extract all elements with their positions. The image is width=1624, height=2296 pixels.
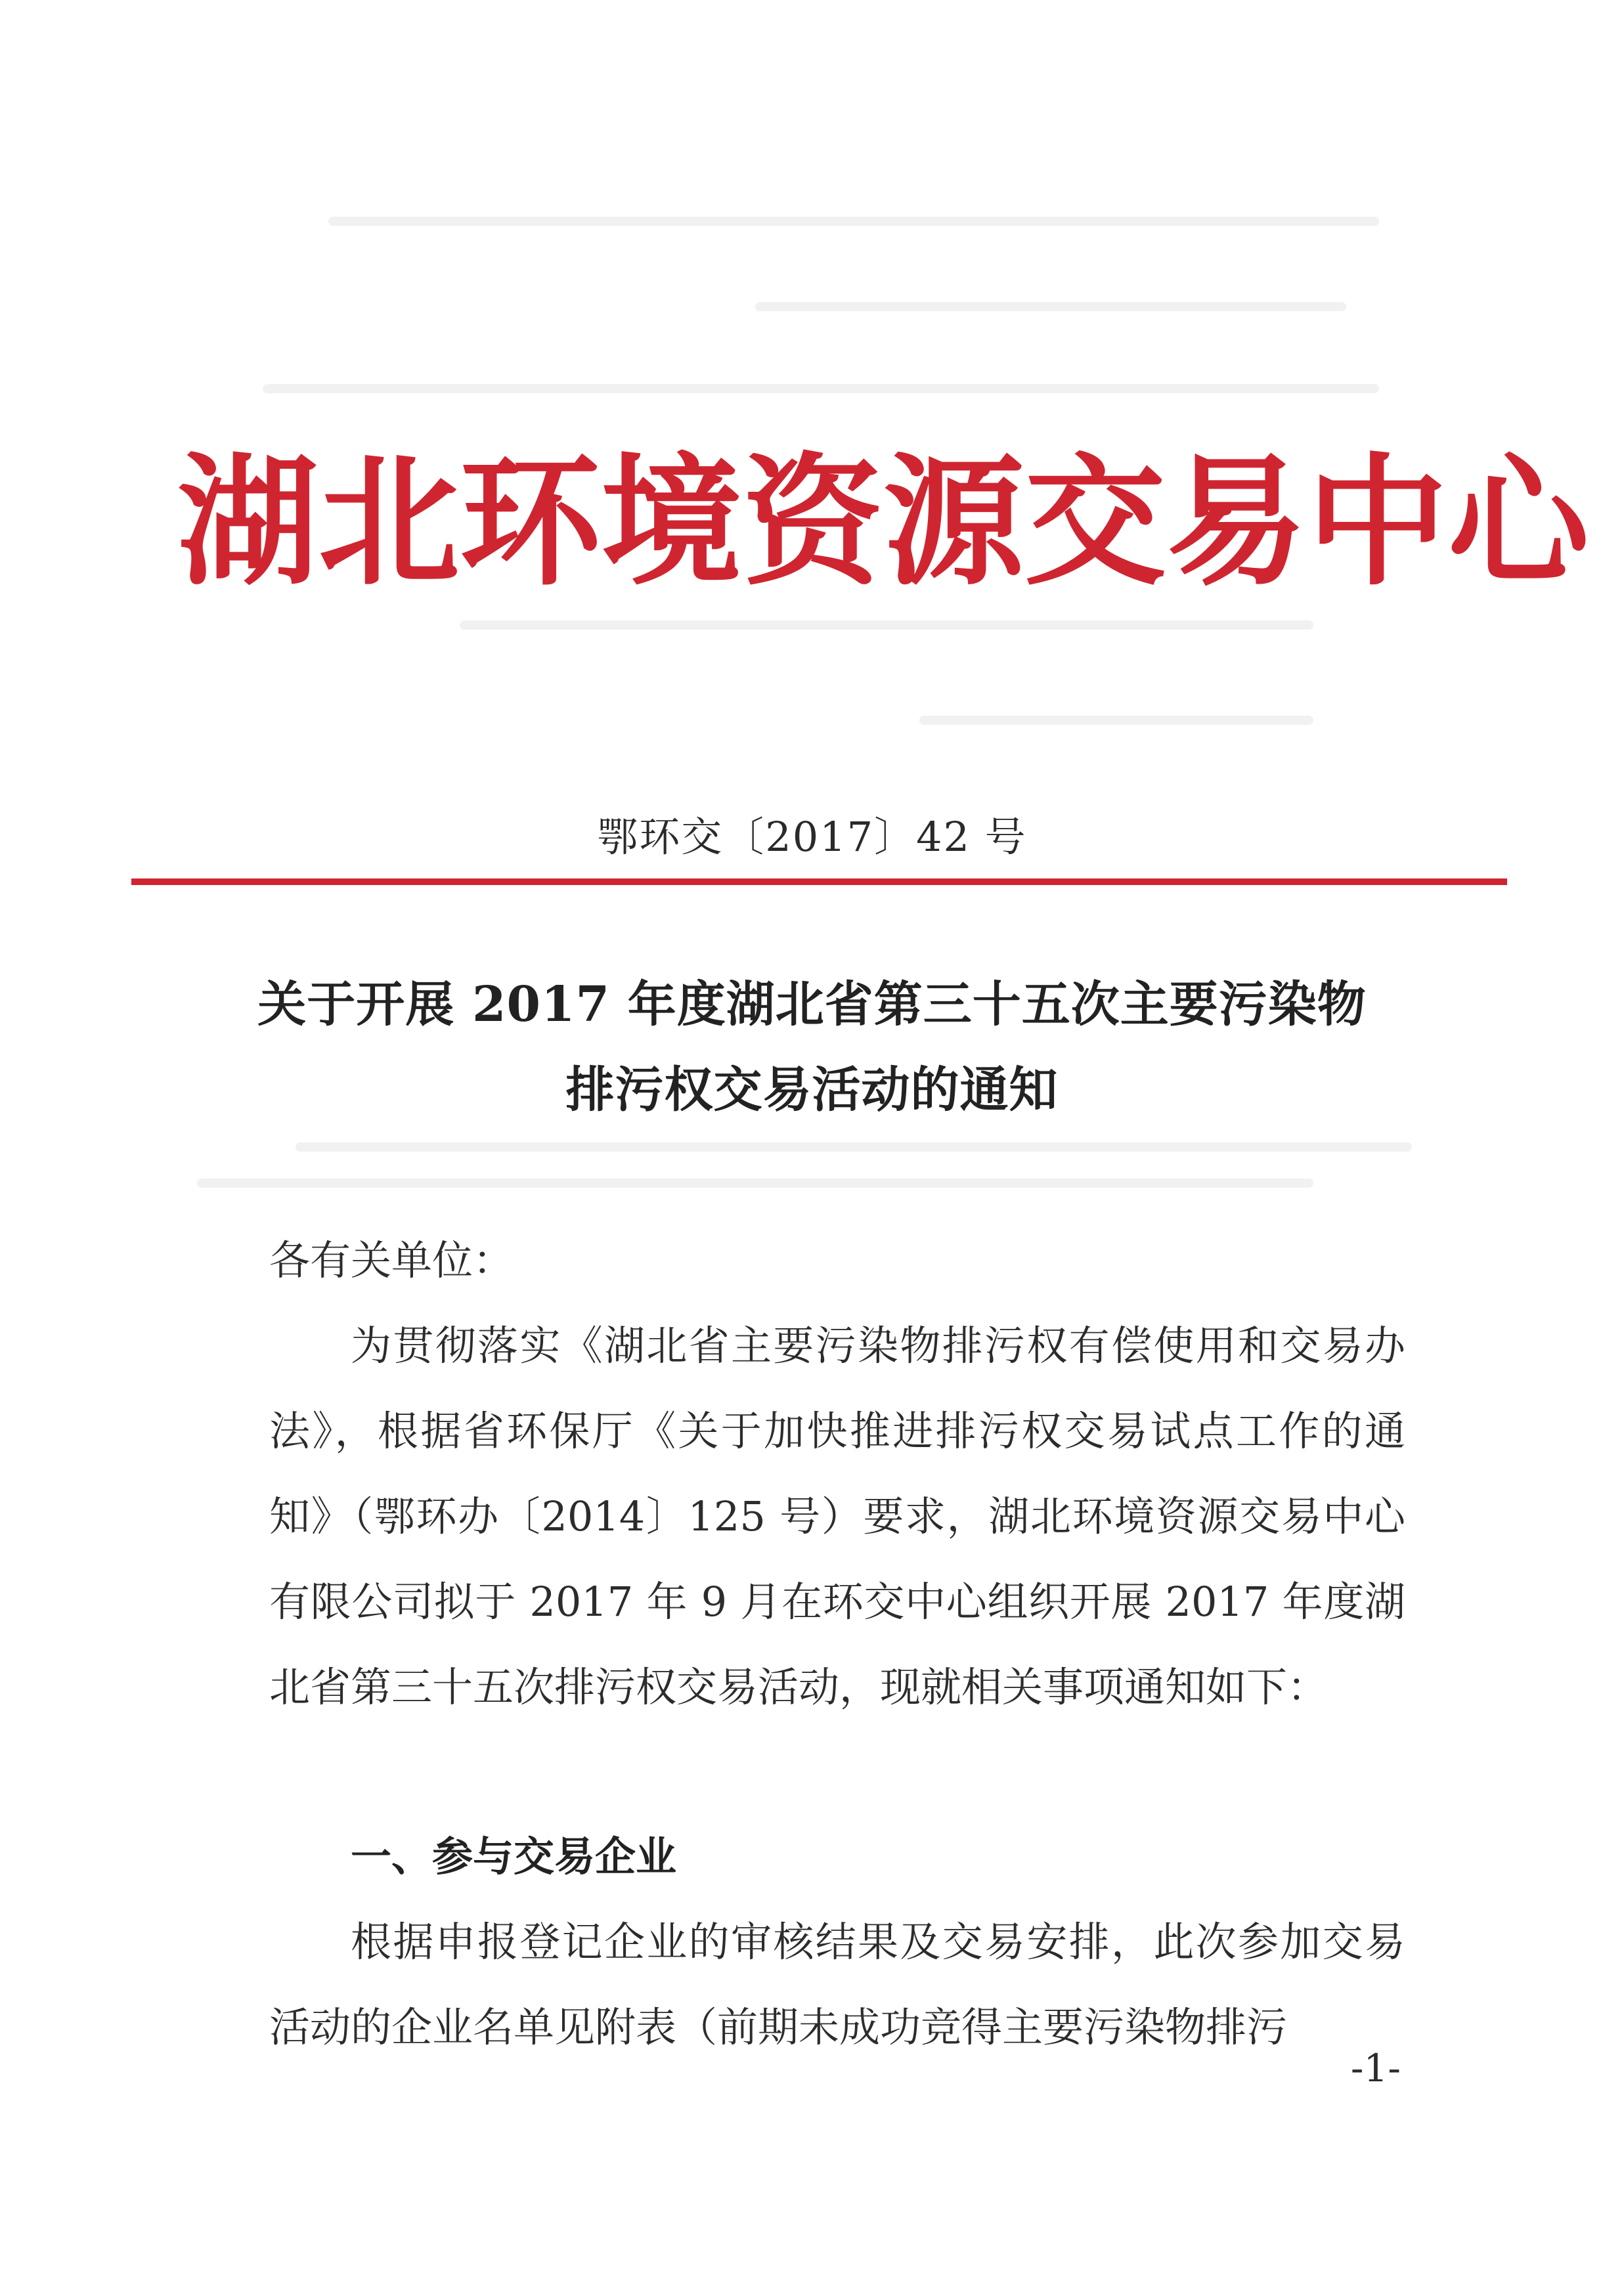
document-title-line-1: 关于开展 2017 年度湖北省第三十五次主要污染物 xyxy=(257,976,1367,1033)
masthead-org-name xyxy=(177,427,1589,617)
body-paragraph-1: 为贯彻落实《湖北省主要污染物排污权有偿使用和交易办法》，根据省环保厅《关于加快推进排污权交易试点工作的通知》（鄂环办〔2014〕125 号）要求，湖北环境资源交易中心有限公司拟于 2017 年 9 月在环交中心组织开展 2017 年度湖北省第三十五次排污权交易活动，现就相关事项通知如下： xyxy=(269,1322,1405,1711)
document-number: 鄂环交〔2017〕42 号 xyxy=(597,813,1027,861)
masthead-char: 湖 xyxy=(177,439,318,605)
salutation: 各有关单位： xyxy=(269,1236,514,1284)
masthead-char: 北 xyxy=(318,439,460,605)
masthead-char: 资 xyxy=(742,439,883,605)
show-through-line xyxy=(460,620,1313,630)
body-paragraph-2: 根据申报登记企业的审核结果及交易安排，此次参加交易活动的企业名单见附表（前期未成功竞得主要污染物排污 xyxy=(269,1918,1405,2051)
masthead-char: 境 xyxy=(601,439,742,605)
masthead-char: 源 xyxy=(883,439,1024,605)
red-divider-line xyxy=(131,878,1507,885)
masthead-char: 交 xyxy=(1024,439,1166,605)
section-heading-1: 一、参与交易企业 xyxy=(351,1832,677,1880)
masthead-char: 易 xyxy=(1166,439,1307,605)
show-through-line xyxy=(919,716,1313,725)
page-number: -1- xyxy=(1350,2046,1401,2090)
masthead-char: 心 xyxy=(1448,439,1589,605)
masthead-char: 中 xyxy=(1307,439,1448,605)
show-through-line xyxy=(755,302,1346,311)
document-title-line-2: 排污权交易活动的通知 xyxy=(565,1062,1059,1118)
show-through-line xyxy=(328,217,1379,226)
masthead-char: 环 xyxy=(460,439,601,605)
show-through-line xyxy=(296,1142,1412,1152)
show-through-line xyxy=(263,384,1379,393)
show-through-line xyxy=(197,1179,1313,1188)
